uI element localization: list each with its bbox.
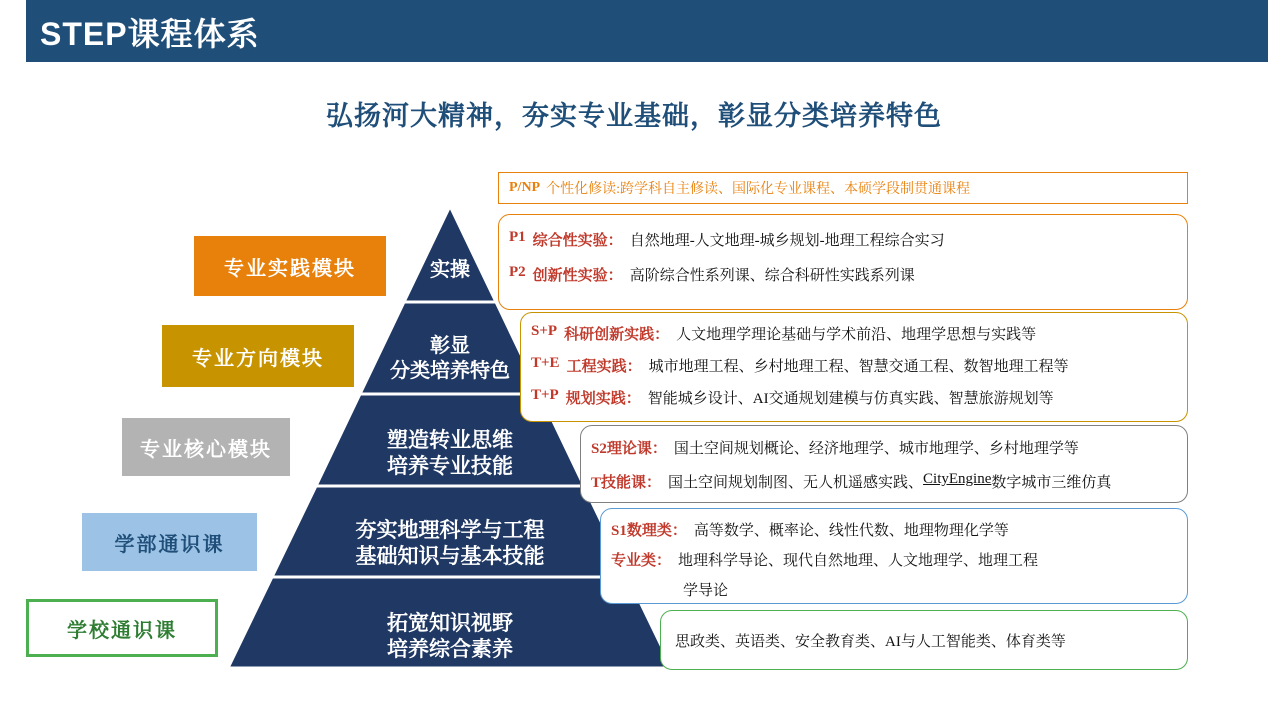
practice-line-2-label: 创新性实验： xyxy=(532,268,623,284)
practice-line-1-text: 自然地理-人文地理-城乡规划-地理工程综合实习 xyxy=(629,233,945,249)
core-line-1 xyxy=(591,437,1187,458)
direction-line-1 xyxy=(531,323,1187,344)
core-callout xyxy=(580,425,1188,503)
practice-line-2-text: 高阶综合性系列课、综合科研性实践系列课 xyxy=(629,268,915,284)
direction-line-2-label: 工程实践： xyxy=(566,359,642,375)
direction-line-1-tag: S+P xyxy=(531,323,558,339)
header-bar xyxy=(0,0,1268,62)
practice-line-2 xyxy=(509,264,1187,285)
page-title: STEP课程体系 xyxy=(40,16,260,52)
chip-direction-module[interactable]: 专业方向模块 xyxy=(162,325,354,387)
direction-line-3 xyxy=(531,387,1187,408)
faculty-line-2 xyxy=(611,549,1187,570)
core-line-2 xyxy=(591,471,1187,492)
school-callout xyxy=(660,610,1188,670)
pyramid-level-5-line2: 培养综合素养 xyxy=(387,638,513,662)
direction-line-1-label: 科研创新实践： xyxy=(564,327,670,343)
pyramid-level-3-line2: 培养专业技能 xyxy=(387,455,513,479)
pyramid-level-3-line1: 塑造转业思维 xyxy=(387,429,513,452)
practice-line-2-tag: P2 xyxy=(509,264,526,280)
practice-line-1-label: 综合性实验： xyxy=(532,233,623,249)
pnp-tag: P/NP xyxy=(509,180,541,195)
practice-callout xyxy=(498,214,1188,310)
direction-line-2-tag: T+E xyxy=(531,355,560,371)
pnp-text: 个性化修读:跨学科自主修读、国际化专业课程、本硕学段制贯通课程 xyxy=(546,182,970,197)
chip-faculty-general-course[interactable]: 学部通识课 xyxy=(82,513,257,571)
direction-line-3-text: 智能城乡设计、AI交通规划建模与仿真实践、智慧旅游规划等 xyxy=(647,391,1054,407)
faculty-line-2-tag: 专业类： xyxy=(611,553,672,569)
pyramid-level-2-line1: 彰显 xyxy=(430,335,470,357)
pyramid-level-4-line1: 夯实地理科学与工程 xyxy=(355,519,545,542)
direction-callout xyxy=(520,312,1188,422)
direction-line-1-text: 人文地理学理论基础与学术前沿、地理学思想与实践等 xyxy=(676,327,1037,343)
pyramid-level-4-line2: 基础知识与基本技能 xyxy=(355,545,545,569)
direction-line-2 xyxy=(531,355,1187,376)
slide-subtitle: 弘扬河大精神，夯实专业基础，彰显分类培养特色 xyxy=(326,101,942,131)
direction-line-3-tag: T+P xyxy=(531,387,559,403)
direction-line-3-label: 规划实践： xyxy=(565,391,641,407)
pyramid-level-1-label: 实操 xyxy=(430,259,470,281)
faculty-callout xyxy=(600,508,1188,604)
pnp-callout xyxy=(498,172,1188,204)
pyramid-level-2-line2: 分类培养特色 xyxy=(390,360,510,382)
practice-line-1 xyxy=(509,229,1187,250)
chip-school-general-course[interactable]: 学校通识课 xyxy=(26,599,218,657)
chip-core-module[interactable]: 专业核心模块 xyxy=(122,418,290,476)
practice-line-1-tag: P1 xyxy=(509,229,526,245)
school-text: 思政类、英语类、安全教育类、AI与人工智能类、体育类等 xyxy=(675,633,1066,650)
chip-practice-module[interactable]: 专业实践模块 xyxy=(194,236,386,296)
faculty-line-1-text: 高等数学、概率论、线性代数、地理物理化学等 xyxy=(693,523,1009,539)
faculty-line-1-tag: S1数理类： xyxy=(611,523,687,539)
core-line-2-text-pre: 国土空间规划制图、无人机遥感实践、 xyxy=(668,475,924,491)
faculty-line-2-text: 地理科学导论、现代自然地理、人文地理学、地理工程 xyxy=(678,553,1039,569)
core-line-1-text: 国土空间规划概论、经济地理学、城市地理学、乡村地理学等 xyxy=(673,441,1079,457)
header-accent-block xyxy=(0,0,26,62)
pyramid-level-5-line1: 拓宽知识视野 xyxy=(387,612,513,635)
direction-line-2-text: 城市地理工程、乡村地理工程、智慧交通工程、数智地理工程等 xyxy=(648,359,1069,375)
faculty-line-3 xyxy=(683,579,1187,600)
core-line-2-tag: T技能课： xyxy=(591,475,662,491)
core-line-2-text-post: 数字城市三维仿真 xyxy=(991,475,1112,491)
pyramid-level-5-label xyxy=(228,611,672,664)
core-line-2-text-underline: CityEngine xyxy=(923,471,992,487)
core-line-1-tag: S2理论课： xyxy=(591,441,667,457)
faculty-line-1 xyxy=(611,519,1187,540)
faculty-line-3-text: 学导论 xyxy=(683,583,729,599)
